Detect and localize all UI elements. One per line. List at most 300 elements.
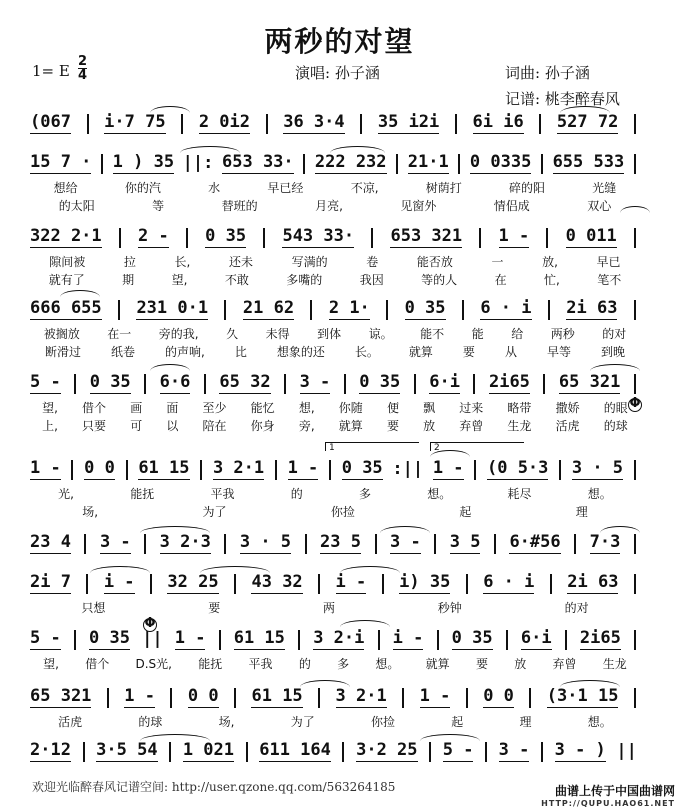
barline bbox=[224, 300, 226, 320]
note-group: 0 0 bbox=[483, 686, 514, 706]
note-group: 21 62 bbox=[242, 298, 295, 318]
lyric-word: 光, bbox=[58, 487, 74, 501]
slur-mark bbox=[180, 146, 240, 153]
song-title: 两秒的对望 bbox=[264, 25, 415, 58]
note-group: 6·i bbox=[429, 372, 460, 392]
lyric-line-1 bbox=[30, 180, 640, 196]
lyric-word: 多 bbox=[359, 487, 372, 501]
lyric-word: 过来 bbox=[459, 401, 484, 415]
lyric-word: 起 bbox=[459, 505, 472, 519]
lyric-word: 比 bbox=[234, 345, 247, 359]
note-group: 222 232 bbox=[314, 152, 387, 172]
lyric-word: 还未 bbox=[228, 255, 253, 269]
note-group: 3 2·1 bbox=[212, 458, 265, 478]
lyric-word: 为了 bbox=[290, 715, 315, 729]
barline bbox=[305, 534, 307, 554]
lyric-word: 想给 bbox=[53, 181, 78, 195]
lyric-word: 的 bbox=[290, 487, 303, 501]
lyric-word: 弃曾 bbox=[459, 419, 484, 433]
slur-mark bbox=[420, 734, 480, 741]
note-group: 6 · i bbox=[480, 298, 532, 318]
barline bbox=[224, 534, 226, 554]
lyric-word: 活虎 bbox=[58, 715, 83, 729]
slur-mark bbox=[380, 526, 430, 533]
note-group: 5 - bbox=[442, 740, 474, 760]
lyric-word: 旁, bbox=[298, 419, 315, 433]
barline bbox=[378, 630, 380, 650]
lyric-word: 早等 bbox=[546, 345, 571, 359]
coda-sign-icon: Φ bbox=[629, 396, 641, 411]
barline bbox=[144, 374, 146, 394]
note-group: 0 0 bbox=[84, 458, 115, 478]
note-group: 3 2·i bbox=[313, 628, 365, 648]
lyric-word: 等 bbox=[152, 199, 165, 213]
barline bbox=[234, 574, 236, 594]
barline bbox=[107, 688, 109, 708]
note-group: 2 1· bbox=[328, 298, 370, 318]
lyric-word: 平我 bbox=[210, 487, 235, 501]
barline bbox=[181, 114, 183, 134]
lyric-word: 望, bbox=[42, 401, 58, 415]
note-group: 3·2 25 bbox=[356, 740, 418, 760]
notation-row bbox=[30, 686, 640, 708]
barline bbox=[634, 228, 636, 248]
lyric-word: 只想 bbox=[81, 601, 106, 615]
slur-mark bbox=[150, 106, 190, 113]
barline bbox=[437, 630, 439, 650]
lyric-word: 弃曾 bbox=[552, 657, 577, 671]
note-group: 2i65 bbox=[488, 372, 530, 392]
slur-mark bbox=[150, 364, 190, 371]
lyric-word: 你身 bbox=[250, 419, 275, 433]
lyric-word: 能抚 bbox=[198, 657, 223, 671]
barline bbox=[263, 228, 265, 248]
volta-2-bracket: 2 bbox=[430, 442, 524, 451]
barline bbox=[234, 688, 236, 708]
lyric-line-1 bbox=[30, 254, 640, 270]
lyric-word: 双心 bbox=[587, 199, 612, 213]
lyric-word: 能 bbox=[471, 327, 484, 341]
barline bbox=[458, 154, 460, 174]
barline bbox=[386, 300, 388, 320]
note-group: 3 2·1 bbox=[335, 686, 387, 706]
lyric-word: 的对 bbox=[602, 327, 627, 341]
note-group: 0 0335 bbox=[469, 152, 532, 172]
lyric-word: 的声响, bbox=[165, 345, 205, 359]
note-group: 2·12 bbox=[30, 740, 71, 760]
barline bbox=[360, 114, 362, 134]
lyric-word: 等的人 bbox=[421, 273, 458, 287]
barline bbox=[83, 742, 85, 762]
lyric-word: 陪在 bbox=[202, 419, 227, 433]
note-group: 36 3·4 bbox=[283, 112, 345, 132]
lyric-word: 要 bbox=[208, 601, 221, 615]
note-group: 0 35 bbox=[359, 372, 401, 392]
lyric-word: 你的汽 bbox=[124, 181, 161, 195]
barline bbox=[298, 630, 300, 650]
note-group: 653 321 bbox=[390, 226, 463, 246]
barline bbox=[634, 300, 636, 320]
stamp-line-2: HTTP://QUPU.HAO61.NET bbox=[541, 799, 675, 808]
double-barline: || bbox=[142, 629, 163, 649]
note-group: 0 35 bbox=[89, 628, 130, 648]
notation-row bbox=[30, 226, 640, 248]
lyric-word: 你捡 bbox=[371, 715, 396, 729]
lyric-word: 能否放 bbox=[416, 255, 453, 269]
barline bbox=[170, 688, 172, 708]
lyric-word: 活虎 bbox=[555, 419, 580, 433]
lyric-word: 隙间被 bbox=[49, 255, 86, 269]
slur-mark bbox=[590, 364, 640, 371]
lyric-word: 画 bbox=[130, 401, 143, 415]
lyric-word: 以 bbox=[166, 419, 179, 433]
double-barline: || bbox=[616, 741, 637, 761]
barline bbox=[634, 374, 636, 394]
barline bbox=[126, 460, 128, 480]
footer-text: 欢迎光临醉春风记谱空间: http://user.qzone.qq.com/563264185 bbox=[32, 780, 396, 794]
lyric-word: 能忆 bbox=[250, 401, 275, 415]
lyric-word: 期 bbox=[122, 273, 135, 287]
lyric-word: 见窗外 bbox=[400, 199, 437, 213]
barline bbox=[506, 630, 508, 650]
note-group: i - bbox=[335, 572, 367, 592]
lyric-line-2 bbox=[30, 272, 640, 288]
lyric-line-1 bbox=[30, 600, 640, 616]
lyric-line-1 bbox=[30, 656, 640, 672]
barline bbox=[186, 228, 188, 248]
lyric-word: 望, bbox=[43, 657, 59, 671]
barline bbox=[455, 114, 457, 134]
notation-row bbox=[30, 112, 640, 134]
lyric-word: 未得 bbox=[265, 327, 290, 341]
barline bbox=[74, 630, 76, 650]
lyric-word: 想象的还 bbox=[276, 345, 325, 359]
lyric-word: 碎的阳 bbox=[509, 181, 546, 195]
lyric-word: 水 bbox=[208, 181, 221, 195]
note-group: 527 72 bbox=[556, 112, 619, 132]
barline bbox=[86, 574, 88, 594]
lyric-word: D.S光, bbox=[135, 657, 172, 671]
barline bbox=[74, 374, 76, 394]
lyric-word: 替班的 bbox=[221, 199, 258, 213]
notation-row bbox=[30, 372, 640, 394]
barline bbox=[84, 534, 86, 554]
lyric-word: 想。 bbox=[375, 657, 400, 671]
note-group: 1 - bbox=[287, 458, 319, 478]
lyric-word: 卷 bbox=[366, 255, 379, 269]
lyric-word: 早已 bbox=[596, 255, 621, 269]
notation-row bbox=[30, 572, 640, 594]
note-group: 23 4 bbox=[30, 532, 71, 552]
lyric-word: 的眼 bbox=[603, 401, 628, 415]
lyric-word: 不凉, bbox=[350, 181, 379, 195]
notation-row bbox=[30, 152, 640, 174]
note-group: 6 · i bbox=[483, 572, 535, 592]
lyric-word: 长。 bbox=[354, 345, 379, 359]
note-group: (0 5·3 bbox=[486, 458, 549, 478]
note-group: 6i i6 bbox=[472, 112, 524, 132]
transcriber-credit: 记谱: 桃李醉春风 bbox=[505, 90, 620, 108]
time-signature-top: 2 bbox=[78, 54, 88, 69]
note-group: 1 021 bbox=[182, 740, 234, 760]
watermark-stamp bbox=[541, 782, 675, 808]
lyric-word: 不敢 bbox=[224, 273, 249, 287]
barline bbox=[150, 574, 152, 594]
note-group: 0 011 bbox=[565, 226, 617, 246]
barline bbox=[200, 460, 202, 480]
lyric-word: 理 bbox=[575, 505, 588, 519]
lyric-word: 要 bbox=[475, 657, 488, 671]
barline bbox=[541, 154, 543, 174]
lyric-word: 能不 bbox=[420, 327, 445, 341]
lyric-word: 的 bbox=[298, 657, 311, 671]
note-group: 2i 63 bbox=[566, 298, 618, 318]
repeat-barline: ||: bbox=[182, 153, 214, 173]
note-group: 6·#56 bbox=[509, 532, 561, 552]
note-group: 1 - bbox=[124, 686, 156, 706]
barline bbox=[402, 688, 404, 708]
barline bbox=[87, 114, 89, 134]
lyric-line-1 bbox=[30, 396, 641, 416]
note-group: 0 35 bbox=[205, 226, 247, 246]
lyric-word: 早已经 bbox=[267, 181, 304, 195]
lyric-word: 断滑过 bbox=[45, 345, 82, 359]
lyric-word: 就有了 bbox=[48, 273, 85, 287]
slur-mark bbox=[330, 146, 385, 153]
note-group: 3·5 54 bbox=[96, 740, 158, 760]
barline bbox=[473, 374, 475, 394]
lyric-word: 借个 bbox=[82, 401, 107, 415]
note-group: 543 33· bbox=[282, 226, 355, 246]
lyric-word: 能抚 bbox=[130, 487, 155, 501]
lyric-word: 秒钟 bbox=[437, 601, 462, 615]
slur-mark bbox=[300, 680, 350, 687]
slur-mark bbox=[340, 620, 390, 627]
barline bbox=[474, 460, 476, 480]
note-group: 231 0·1 bbox=[136, 298, 209, 318]
lyric-word: 望, bbox=[171, 273, 188, 287]
lyric-word: 你随 bbox=[338, 401, 363, 415]
note-group: 6·i bbox=[520, 628, 552, 648]
note-group: 23 5 bbox=[320, 532, 361, 552]
barline bbox=[434, 534, 436, 554]
time-signature-bottom: 4 bbox=[78, 68, 88, 83]
slur-mark bbox=[600, 526, 640, 533]
note-group: 3 5 bbox=[449, 532, 481, 552]
lyric-word: 上, bbox=[42, 419, 58, 433]
note-group: 61 15 bbox=[233, 628, 285, 648]
barline bbox=[634, 630, 636, 650]
lyric-word: 想。 bbox=[587, 487, 612, 501]
lyric-word: 月亮, bbox=[315, 199, 343, 213]
note-group: 61 15 bbox=[138, 458, 190, 478]
barline bbox=[318, 688, 320, 708]
lyric-word: 纸卷 bbox=[111, 345, 136, 359]
lyric-word: 拉 bbox=[123, 255, 136, 269]
singer-credit: 演唱: 孙子涵 bbox=[295, 64, 380, 82]
note-group: 5 - bbox=[30, 628, 61, 648]
barline bbox=[634, 688, 636, 708]
barline bbox=[634, 114, 636, 134]
lyric-word: 旁的我, bbox=[158, 327, 199, 341]
lyric-word: 飘 bbox=[423, 401, 436, 415]
slur-mark bbox=[60, 290, 100, 297]
volta-1-bracket: 1 bbox=[325, 442, 419, 451]
note-group: 15 7 · bbox=[30, 152, 92, 172]
barline bbox=[559, 460, 561, 480]
lyric-word: 略带 bbox=[507, 401, 532, 415]
barline bbox=[119, 228, 121, 248]
note-group: i) 35 bbox=[399, 572, 451, 592]
note-group: 3 · 5 bbox=[571, 458, 624, 478]
barline bbox=[371, 228, 373, 248]
lyric-word: 笔不 bbox=[597, 273, 622, 287]
note-group: 655 533 bbox=[552, 152, 625, 172]
lyric-word: 的太阳 bbox=[58, 199, 95, 213]
barline bbox=[284, 374, 286, 394]
barline bbox=[310, 300, 312, 320]
lyric-word: 放 bbox=[514, 657, 527, 671]
lyric-word: 就算 bbox=[408, 345, 433, 359]
barline bbox=[375, 534, 377, 554]
lyric-word: 久 bbox=[226, 327, 239, 341]
lyric-word: 面 bbox=[166, 401, 179, 415]
slur-mark bbox=[560, 680, 620, 687]
lyric-word: 的对 bbox=[564, 601, 589, 615]
barline bbox=[266, 114, 268, 134]
note-group: 3 2·3 bbox=[159, 532, 211, 552]
barline bbox=[574, 534, 576, 554]
slur-mark bbox=[620, 206, 650, 213]
barline bbox=[275, 460, 277, 480]
note-group: 1 - bbox=[498, 226, 530, 246]
note-group: 1 - bbox=[174, 628, 206, 648]
lyric-word: 起 bbox=[451, 715, 464, 729]
lyric-word: 在 bbox=[494, 273, 507, 287]
lyric-word: 你捡 bbox=[330, 505, 355, 519]
note-group: 0 35 bbox=[451, 628, 493, 648]
slur-mark bbox=[140, 734, 210, 741]
lyric-word: 光缝 bbox=[592, 181, 617, 195]
lyric-word: 只要 bbox=[82, 419, 107, 433]
note-group: 65 32 bbox=[219, 372, 271, 392]
note-group: 65 321 bbox=[30, 686, 92, 706]
lyric-word: 忙, bbox=[544, 273, 560, 287]
note-group: 2i65 bbox=[579, 628, 621, 648]
barline bbox=[318, 574, 320, 594]
notation-row bbox=[30, 532, 640, 554]
lyric-line-1 bbox=[30, 486, 640, 502]
note-group: 3 - bbox=[498, 740, 530, 760]
lyric-word: 情侣成 bbox=[493, 199, 530, 213]
lyric-line-2 bbox=[30, 344, 640, 360]
lyric-word: 谅。 bbox=[368, 327, 393, 341]
lyric-word: 给 bbox=[511, 327, 524, 341]
barline bbox=[634, 534, 636, 554]
key-signature: 1= E bbox=[32, 62, 70, 80]
barline bbox=[329, 460, 331, 480]
lyric-word: 想。 bbox=[587, 715, 612, 729]
lyric-word: 两秒 bbox=[550, 327, 575, 341]
barline bbox=[344, 374, 346, 394]
lyric-word: 要 bbox=[462, 345, 475, 359]
note-group: 2i 7 bbox=[30, 572, 71, 592]
barline bbox=[303, 154, 305, 174]
lyric-word: 场, bbox=[218, 715, 235, 729]
lyric-word: 的球 bbox=[138, 715, 163, 729]
note-group: 2 - bbox=[138, 226, 169, 246]
note-group: 3 - bbox=[390, 532, 421, 552]
note-group: 3 - ) bbox=[554, 740, 606, 760]
lyric-line-1 bbox=[30, 326, 640, 342]
note-group: 1 ) 35 bbox=[112, 152, 175, 172]
lyric-word: 放, bbox=[542, 255, 558, 269]
lyric-word: 多嘴的 bbox=[286, 273, 323, 287]
slur-mark bbox=[90, 566, 150, 573]
note-group: 0 35 bbox=[404, 298, 446, 318]
lyric-word: 到晚 bbox=[600, 345, 625, 359]
barline bbox=[541, 742, 543, 762]
note-group: 7·3 bbox=[589, 532, 621, 552]
composer-credit: 词曲: 孙子涵 bbox=[505, 64, 590, 82]
lyric-word: 生龙 bbox=[507, 419, 532, 433]
barline bbox=[219, 630, 221, 650]
lyric-word: 到体 bbox=[317, 327, 342, 341]
barline bbox=[144, 534, 146, 554]
barline bbox=[466, 688, 468, 708]
barline bbox=[539, 114, 541, 134]
lyric-word: 场, bbox=[82, 505, 99, 519]
barline bbox=[479, 228, 481, 248]
note-group: 0 35 bbox=[89, 372, 131, 392]
lyric-word: 理 bbox=[519, 715, 532, 729]
barline bbox=[382, 574, 384, 594]
lyric-word: 长, bbox=[174, 255, 191, 269]
lyric-word: 便 bbox=[386, 401, 399, 415]
lyric-word: 就算 bbox=[425, 657, 450, 671]
barline bbox=[634, 574, 636, 594]
barline bbox=[485, 742, 487, 762]
coda-sign-icon: Φ bbox=[144, 616, 156, 631]
barline bbox=[543, 374, 545, 394]
slur-mark bbox=[560, 106, 610, 113]
note-group: 3 - bbox=[299, 372, 331, 392]
note-group: 666 655 bbox=[30, 298, 102, 318]
lyric-line-2 bbox=[30, 418, 640, 434]
note-group: 0 35 bbox=[341, 458, 383, 478]
lyric-word: 的球 bbox=[603, 419, 628, 433]
lyric-word: 至少 bbox=[202, 401, 227, 415]
barline bbox=[550, 574, 552, 594]
lyric-word: 多 bbox=[337, 657, 350, 671]
lyric-word: 可 bbox=[130, 419, 143, 433]
barline bbox=[101, 154, 103, 174]
slur-mark bbox=[140, 526, 210, 533]
note-group: i - bbox=[103, 572, 135, 592]
note-group: 0 0 bbox=[187, 686, 219, 706]
lyric-word: 两 bbox=[322, 601, 335, 615]
barline bbox=[634, 154, 636, 174]
lyric-word: 生龙 bbox=[602, 657, 627, 671]
note-group: 3 - bbox=[99, 532, 131, 552]
barline bbox=[246, 742, 248, 762]
note-group: (3·1 15 bbox=[546, 686, 619, 706]
lyric-word: 我因 bbox=[359, 273, 384, 287]
barline bbox=[342, 742, 344, 762]
note-group: 322 2·1 bbox=[30, 226, 102, 246]
note-group: 5 - bbox=[30, 372, 61, 392]
lyric-word: 想, bbox=[298, 401, 315, 415]
